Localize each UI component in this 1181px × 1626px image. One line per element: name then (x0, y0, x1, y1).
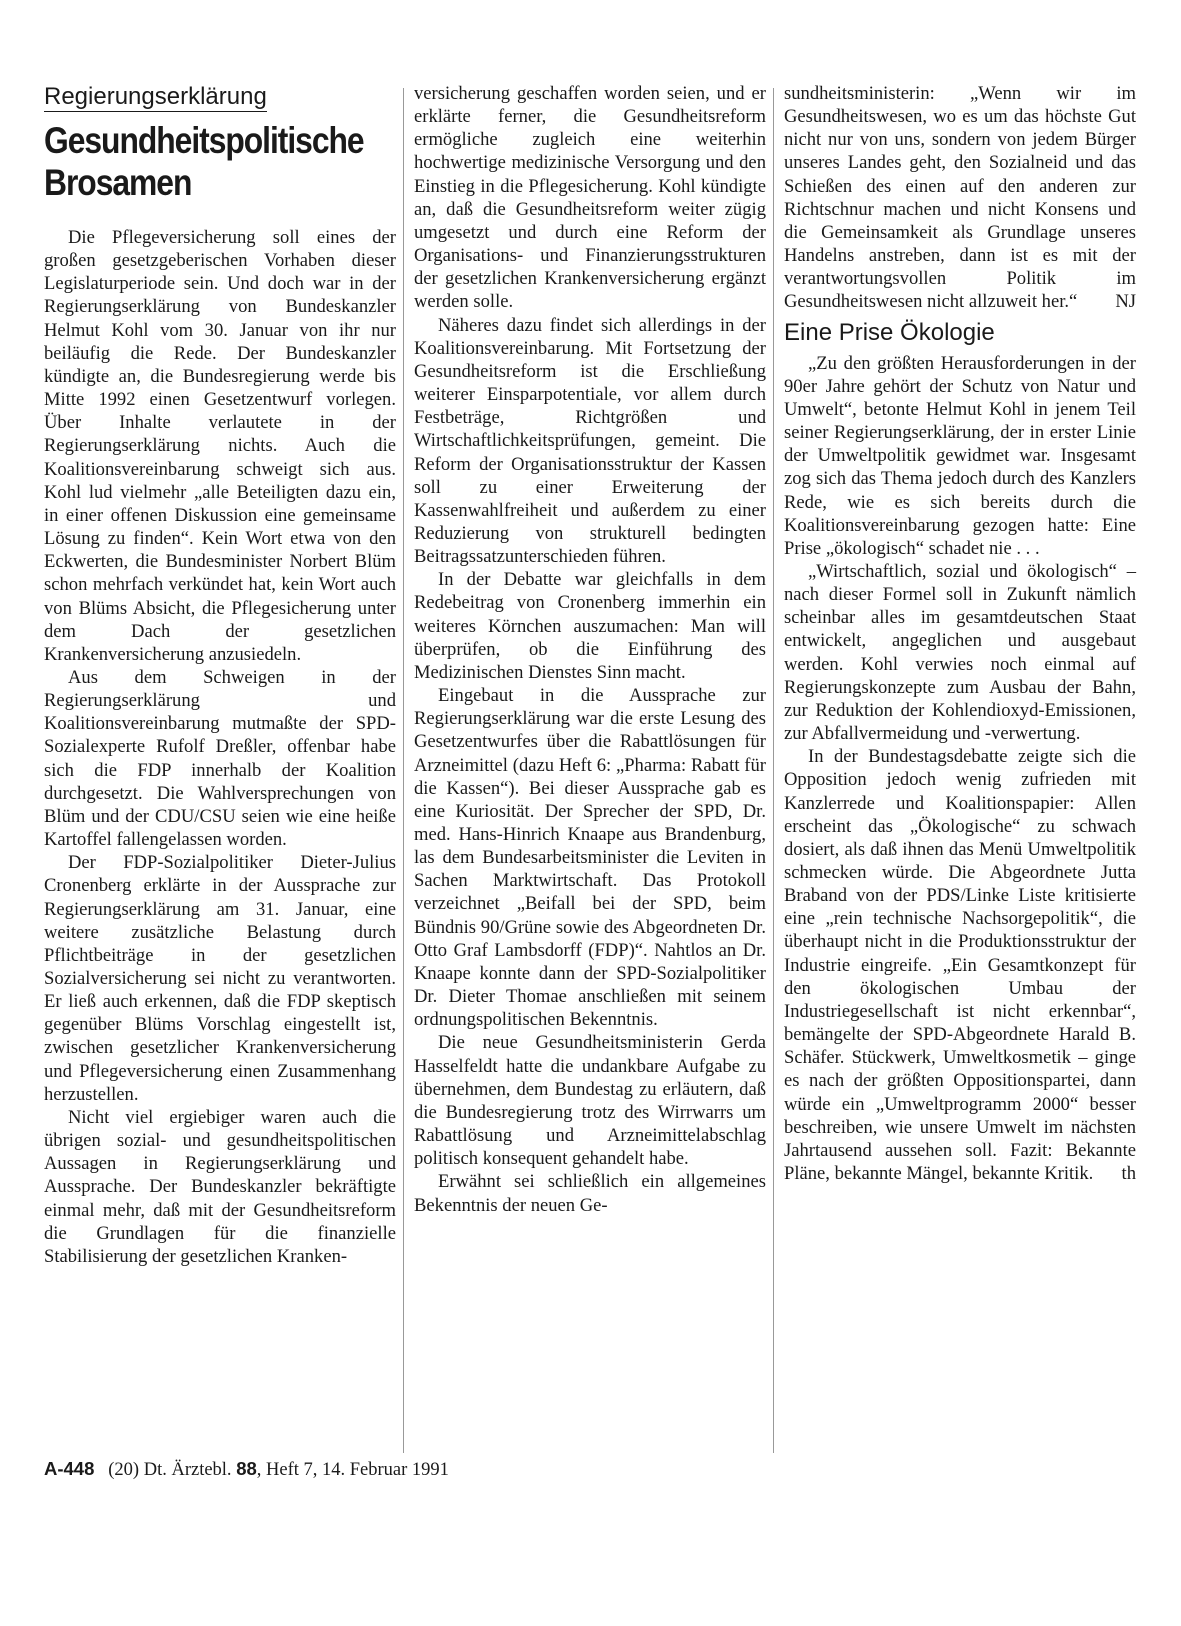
article-page (44, 82, 1140, 1522)
paragraph: Erwähnt sei schließlich ein allgemeines Bekenntnis der neuen Ge- (414, 1171, 766, 1216)
page-footer (44, 1458, 449, 1481)
paragraph: Eingebaut in die Aussprache zur Regierungserklärung war die erste Lesung des Gesetzentwurfes über die Rabattlösungen für Arzneimittel (dazu Heft 6: „Pharma: Rabatt für die Kassen“). Bei dieser Aussprache gab es eine Kuriosität. Der Sprecher der SPD, Dr. med. Hans-Hinrich Knaape aus Brandenburg, las dem Bundesarbeitsminister die Leviten in Sachen Marktwirtschaft. Das Protokoll verzeichnet „Beifall bei der SPD, beim Bündnis 90/Grüne sowie des Abgeordneten Dr. Otto Graf Lambsdorff (FDP)“. Nahtlos an Dr. Knaape konnte dann der SPD-Sozialpolitiker Dr. Dieter Thomae anschließen mit seinem ordnungspolitischen Bekenntnis. (414, 685, 766, 1031)
paragraph: Aus dem Schweigen in der Regierungserklärung und Koalitionsvereinbarung mutmaßte der SPD-Sozialexperte Rufolf Dreßler, offenbar habe sich die FDP innerhalb der Koalition durchgesetzt. Die Wahlversprechungen von Blüm und der CDU/CSU seien wie eine heiße Kartoffel fallengelassen worden. (44, 666, 396, 851)
issue-date: , Heft 7, 14. Februar 1991 (256, 1460, 449, 1480)
column-2 (414, 82, 766, 1217)
kicker: Regierungserklärung (44, 83, 267, 110)
paragraph: Nicht viel ergiebiger waren auch die übrigen sozial- und gesundheitspolitischen Aussagen in Regierungserklärung und Aussprache. Der Bundeskanzler bekräftigte einmal mehr, daß mit der Gesundheitsreform die Grundlagen für die finanzielle Stabilisierung der gesetzlichen Kranken- (44, 1106, 396, 1267)
paragraph: Näheres dazu findet sich allerdings in der Koalitionsvereinbarung. Mit Fortsetzung der Gesundheitsreform ist die Erschließung weiterer Einsparpotentiale, vor allem durch Festbeträge, Richtgrößen und Wirtschaftlichkeitsprüfungen, gemeint. Die Reform der Organisationsstruktur der Kassen soll zu einer Erweiterung der Kassenwahlfreiheit und außerdem zu einer Reduzierung von strukturell bedingten Beitragssatzunterschieden führen. (414, 314, 766, 568)
paragraph: Der FDP-Sozialpolitiker Dieter-Julius Cronenberg erklärte in der Aussprache zur Regierungserklärung am 31. Januar, eine weitere zusätzliche Belastung durch Pflichtbeiträge in der gesetzlichen Sozialversicherung sei nicht zu verantworten. Er ließ auch erkennen, daß die FDP skeptisch gegenüber Blüms Vorschlag eingestellt ist, zwischen gesetzlicher Krankenversicherung und Pflegeversicherung einen Zusammenhang herzustellen. (44, 852, 396, 1105)
journal-name: (20) Dt. Ärztebl. (108, 1460, 232, 1480)
author-initials: th (1121, 1163, 1136, 1185)
paragraph: In der Bundestagsdebatte zeigte sich die Opposition jedoch wenig zufrieden mit Kanzlerrede und Koalitionspapier: Allen erscheint das „Ökologische“ zu schwach dosiert, als daß ihnen das Menü Umweltpolitik schmecken würde. Die Abgeordnete Jutta Braband von der PDS/Linke Liste kritisierte eine „rein technische Nachsorgepolitik“, die überhaupt nicht in die Produktionsstruktur der Industrie eingreife. „Ein Gesamtkonzept für den ökologischen Umbau der Industriegesellschaft ist nicht erkennbar“, bemängelte der SPD-Abgeordnete Harald B. Schäfer. Stückwerk, Umweltkosmetik – ginge es nach der größten Oppositionspartei, dann würde ein „Umweltprogramm 2000“ besser beschreiben, wie unsere Umwelt im nächsten Jahrtausend aussehen soll. Fazit: Bekannte Pläne, bekannte Mängel, bekannte Kritik. th (784, 746, 1136, 1185)
column-divider (773, 88, 774, 1453)
page-number: A-448 (44, 1458, 95, 1479)
paragraph: Die neue Gesundheitsministerin Gerda Hasselfeldt hatte die undankbare Aufgabe zu übernehmen, dem Bundestag zu erläutern, daß die Bundesregierung trotz des Wirrwarrs um Rabattlösung und Arzneimittelabschlag politisch konsequent gehandelt habe. (414, 1032, 766, 1170)
paragraph: Die Pflegeversicherung soll eines der großen gesetzgeberischen Vorhaben dieser Legislaturperiode sein. Und doch war in der Regierungserklärung von Bundeskanzler Helmut Kohl vom 30. Januar von ihr nur beiläufig die Rede. Der Bundeskanzler kündigte an, die Bundesregierung werde bis Mitte 1992 einen Gesetzentwurf vorlegen. Über Inhalte verlautete in der Regierungserklärung nichts. Auch die Koalitionsvereinbarung schweigt sich aus. Kohl lud vielmehr „alle Beteiligten dazu ein, in einer offenen Diskussion eine gemeinsame Lösung zu finden“. Kein Wort etwa von den Eckwerten, die Bundesminister Norbert Blüm schon mehrfach verkündet hat, kein Wort auch von Blüms Absicht, die Pflegesicherung unter dem Dach der gesetzlichen Krankenversicherung anzusiedeln. (44, 227, 396, 665)
column-3 (784, 82, 1136, 1185)
column-1 (44, 82, 396, 1268)
paragraph: „Wirtschaftlich, sozial und ökologisch“ – nach dieser Formel soll in Zukunft nämlich scheinbar alles im gesamtdeutschen Staat entwickelt, angeglichen und ausgebaut werden. Kohl verwies noch einmal auf Regierungskonzepte zum Ausbau der Bahn, zur Reduktion der Kohlendioxyd-Emissionen, zur Abfallvermeidung und -verwertung. (784, 560, 1136, 745)
column-divider (403, 88, 404, 1453)
paragraph: sundheitsministerin: „Wenn wir im Gesundheitswesen, wo es um das höchste Gut nicht nur von uns, sondern von jedem Bürger unseres Landes geht, den Sozialneid und das Schießen des einen auf den anderen zur Richtschnur machen und nicht Konsens und die Gemeinsamkeit als Grundlage unseres Handelns anstreben, dann ist es mit der verantwortungsvollen Politik im Gesundheitswesen nicht allzuweit her.“ NJ (784, 83, 1136, 313)
volume-number: 88 (236, 1458, 257, 1479)
author-initials: NJ (1115, 291, 1136, 313)
paragraph: In der Debatte war gleichfalls in dem Redebeitrag von Cronenberg immerhin ein weiteres Körnchen auszumachen: Man will überprüfen, ob die Einführung des Medizinischen Dienstes Sinn macht. (414, 569, 766, 683)
paragraph: versicherung geschaffen worden seien, und er erklärte ferner, die Gesundheitsreform ermögliche zugleich eine weiterhin hochwertige medizinische Versorgung und den Einstieg in die Pflegesicherung. Kohl kündigte an, daß die Gesundheitsreform weiter zügig umgesetzt und durch eine Reform der Organisations- und Finanzierungsstrukturen der gesetzlichen Krankenversicherung ergänzt werden solle. (414, 83, 766, 313)
headline: Gesundheitspolitische Brosamen (44, 120, 364, 203)
subheading: Eine Prise Ökologie (784, 318, 995, 346)
paragraph: „Zu den größten Herausforderungen in der 90er Jahre gehört der Schutz von Natur und Umwelt“, betonte Helmut Kohl in jenem Teil seiner Regierungserklärung, der in erster Linie der Umweltpolitik gewidmet war. Insgesamt zog sich das Thema jedoch durch des Kanzlers Rede, wie es sich bereits durch die Koalitionsvereinbarung gezogen hatte: Eine Prise „ökologisch“ schadet nie . . . (784, 352, 1136, 559)
